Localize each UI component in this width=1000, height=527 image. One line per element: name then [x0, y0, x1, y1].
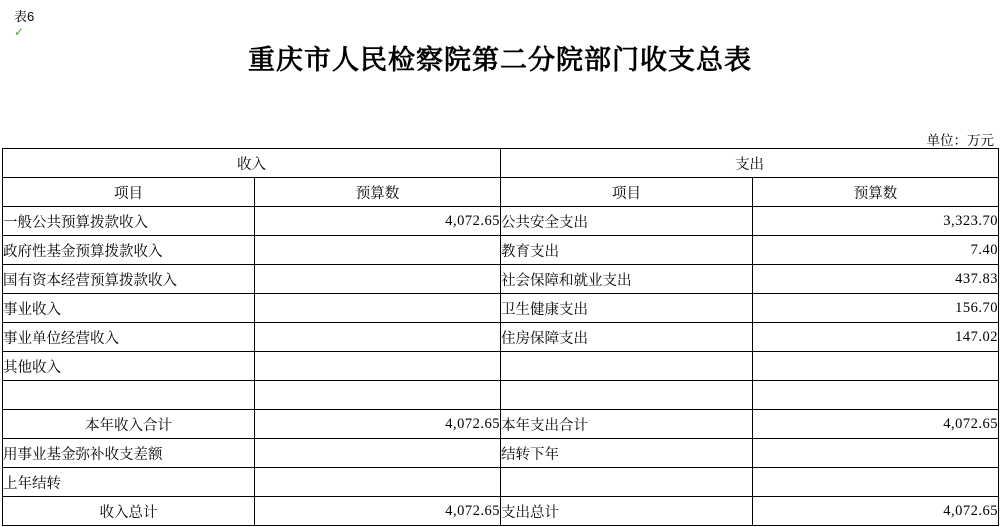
income-item: 国有资本经营预算拨款收入 — [3, 265, 255, 294]
sheet-label: 表6 — [14, 9, 35, 24]
expense-item: 结转下年 — [501, 439, 753, 468]
expense-item — [501, 381, 753, 410]
expense-value: 7.40 — [753, 236, 999, 265]
expense-item: 支出总计 — [501, 497, 753, 526]
table-row — [3, 265, 999, 294]
expense-item: 本年支出合计 — [501, 410, 753, 439]
green-mark-icon: ✓ — [14, 25, 25, 39]
column-header-income-value: 预算数 — [255, 178, 501, 207]
budget-summary-table — [2, 148, 999, 526]
income-item: 一般公共预算拨款收入 — [3, 207, 255, 236]
income-value — [255, 439, 501, 468]
expense-item: 社会保障和就业支出 — [501, 265, 753, 294]
table-row — [3, 381, 999, 410]
expense-value: 4,072.65 — [753, 497, 999, 526]
income-value — [255, 236, 501, 265]
income-value — [255, 265, 501, 294]
income-item: 用事业基金弥补收支差额 — [3, 439, 255, 468]
expense-item — [501, 468, 753, 497]
column-header-expense-value: 预算数 — [753, 178, 999, 207]
expense-value: 4,072.65 — [753, 410, 999, 439]
income-value: 4,072.65 — [255, 207, 501, 236]
expense-item — [501, 352, 753, 381]
income-value — [255, 352, 501, 381]
expense-item: 住房保障支出 — [501, 323, 753, 352]
expense-value — [753, 352, 999, 381]
expense-value: 156.70 — [753, 294, 999, 323]
table-row — [3, 439, 999, 468]
table-column-header-row — [3, 178, 999, 207]
expense-value — [753, 439, 999, 468]
expense-value — [753, 381, 999, 410]
income-item: 事业收入 — [3, 294, 255, 323]
expense-value: 3,323.70 — [753, 207, 999, 236]
income-item: 其他收入 — [3, 352, 255, 381]
column-header-income-item: 项目 — [3, 178, 255, 207]
income-item: 本年收入合计 — [3, 410, 255, 439]
income-value: 4,072.65 — [255, 410, 501, 439]
table-row — [3, 468, 999, 497]
table-row — [3, 410, 999, 439]
table-row — [3, 497, 999, 526]
income-item: 上年结转 — [3, 468, 255, 497]
expense-item: 公共安全支出 — [501, 207, 753, 236]
group-header-income: 收入 — [3, 149, 501, 178]
income-item — [3, 381, 255, 410]
table-row — [3, 236, 999, 265]
expense-value: 147.02 — [753, 323, 999, 352]
table-row — [3, 294, 999, 323]
income-item: 收入总计 — [3, 497, 255, 526]
income-value — [255, 468, 501, 497]
expense-item: 卫生健康支出 — [501, 294, 753, 323]
income-value: 4,072.65 — [255, 497, 501, 526]
unit-note: 单位：万元 — [926, 133, 994, 148]
income-value — [255, 294, 501, 323]
expense-value — [753, 468, 999, 497]
table-row — [3, 352, 999, 381]
group-header-expense: 支出 — [501, 149, 999, 178]
income-item: 政府性基金预算拨款收入 — [3, 236, 255, 265]
income-value — [255, 323, 501, 352]
income-item: 事业单位经营收入 — [3, 323, 255, 352]
expense-item: 教育支出 — [501, 236, 753, 265]
expense-value: 437.83 — [753, 265, 999, 294]
page-title: 重庆市人民检察院第二分院部门收支总表 — [248, 45, 752, 75]
table-row — [3, 207, 999, 236]
table-row — [3, 323, 999, 352]
income-value — [255, 381, 501, 410]
table-group-header-row — [3, 149, 999, 178]
column-header-expense-item: 项目 — [501, 178, 753, 207]
